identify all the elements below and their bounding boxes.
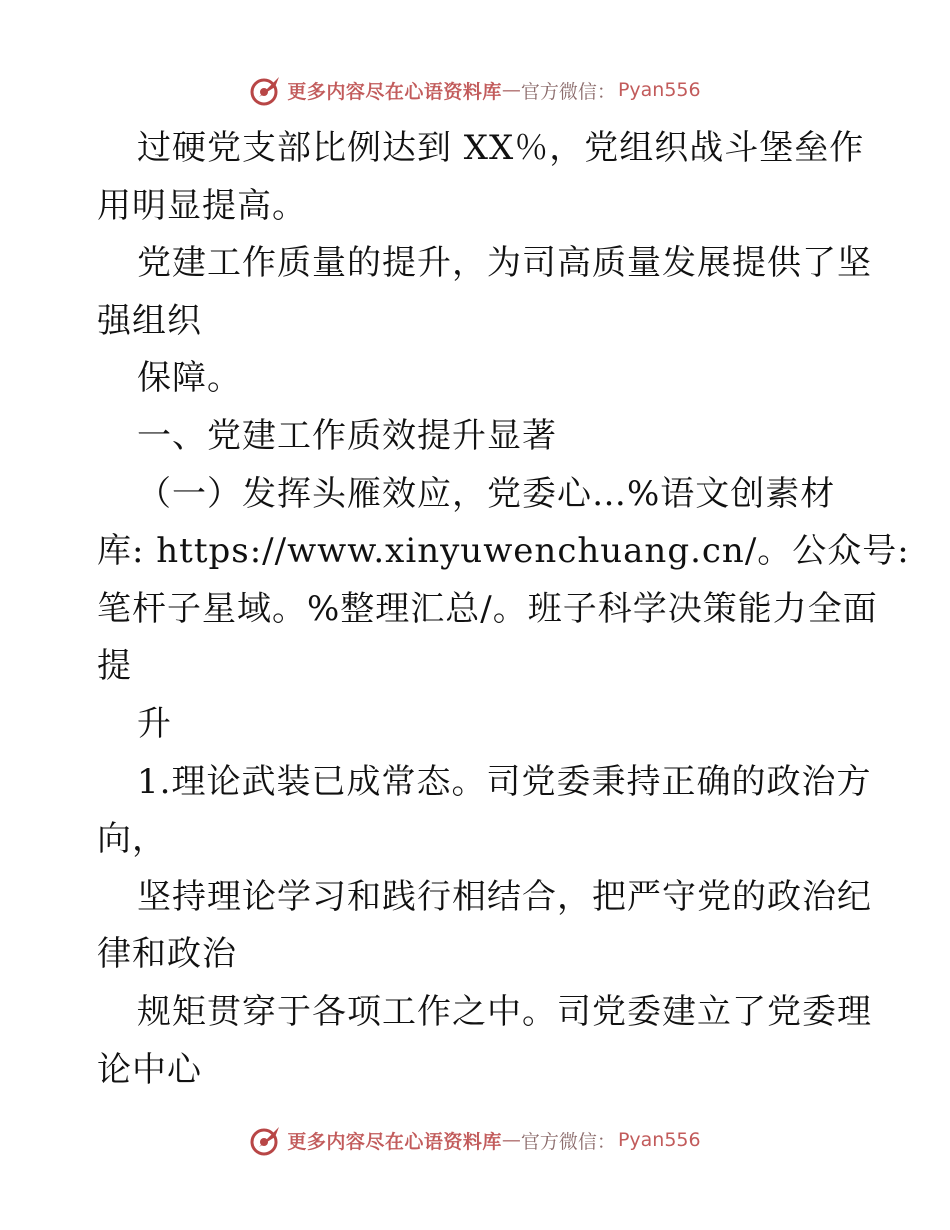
- watermark-contact-label: 官方微信：: [520, 1130, 616, 1153]
- text-line: 用明显提高。: [97, 185, 307, 226]
- text-line: 强组织: [97, 300, 202, 341]
- watermark-brand: 更多内容尽在心语资料库: [287, 1130, 502, 1153]
- watermark-dash: —: [501, 79, 521, 101]
- text-line: 律和政治: [97, 934, 237, 975]
- watermark-contact-label: 官方微信：: [520, 80, 616, 103]
- text-line: 向，: [97, 819, 167, 860]
- text-line: 1.理论武装已成常态。司党委秉持正确的政治方: [137, 761, 872, 802]
- text-line: 规矩贯穿于各项工作之中。司党委建立了党委理: [137, 991, 872, 1032]
- quill-pen-icon: [249, 1123, 283, 1157]
- watermark-wechat-id: Pyan556: [617, 1129, 701, 1151]
- header-watermark: [0, 70, 950, 110]
- text-line: 升: [137, 703, 172, 744]
- text-line: 笔杆子星域。%整理汇总/。班子科学决策能力全面: [97, 588, 878, 629]
- text-line: 保障。: [137, 358, 242, 399]
- text-line: 坚持理论学习和践行相结合，把严守党的政治纪: [137, 876, 872, 917]
- watermark-brand: 更多内容尽在心语资料库: [287, 80, 502, 103]
- text-line: 提: [97, 646, 132, 687]
- footer-watermark: [0, 1120, 950, 1160]
- watermark-dash: —: [501, 1129, 521, 1151]
- section-heading: 一、党建工作质效提升显著: [137, 415, 557, 456]
- text-line: 党建工作质量的提升，为司高质量发展提供了坚: [137, 243, 872, 284]
- watermark-wechat-id: Pyan556: [617, 79, 701, 101]
- document-body: [97, 120, 910, 1099]
- text-line: 过硬党支部比例达到 XX％，党组织战斗堡垒作: [137, 128, 865, 168]
- text-line: 库: https://www.xinyuwenchuang.cn/。公众号:: [97, 531, 910, 572]
- quill-pen-icon: [249, 73, 283, 107]
- subsection-heading: （一）发挥头雁效应，党委心…%语文创素材: [137, 473, 836, 514]
- text-line: 论中心: [97, 1049, 202, 1090]
